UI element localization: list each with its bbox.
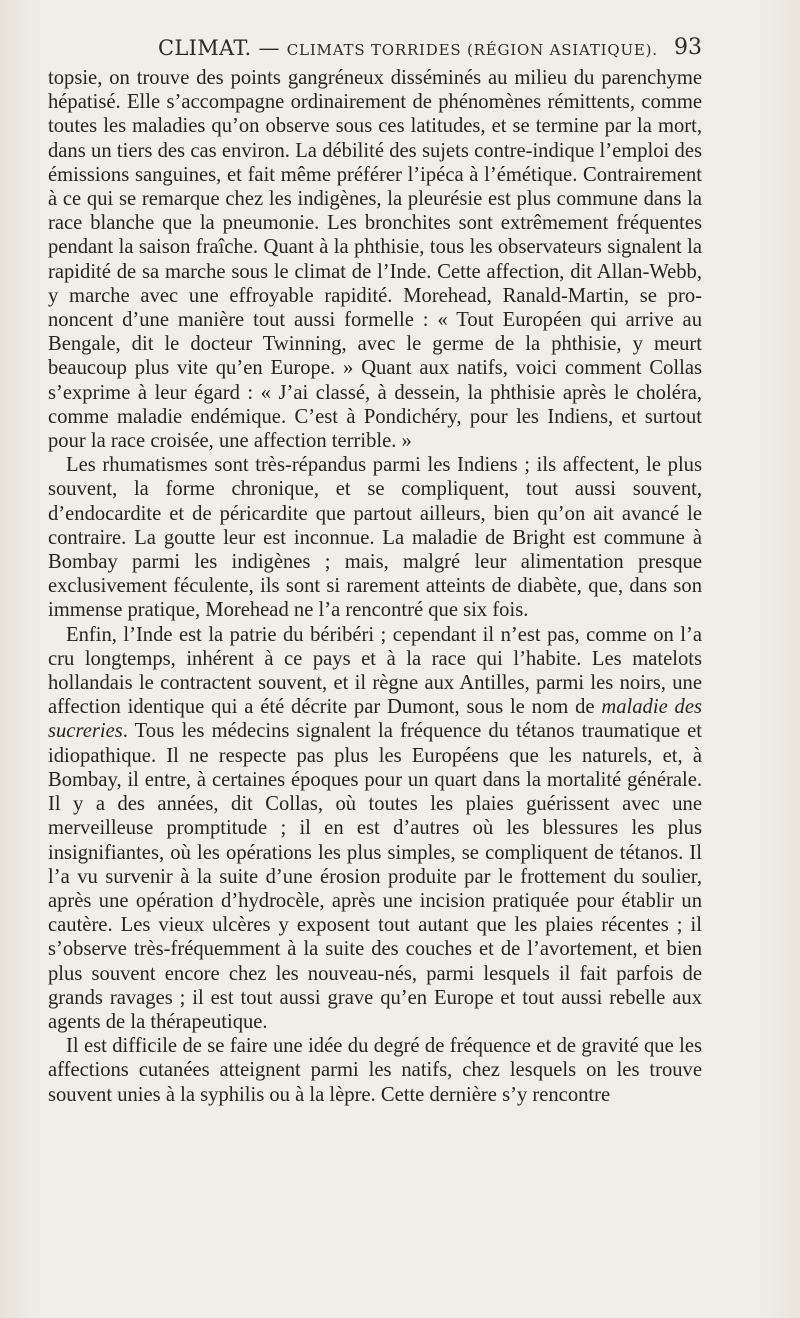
paragraph-3-part-2: . Tous les médecins signalent la fréquence du tétanos traumatique et idiopathique. Il ne respecte pas plus les Européens que les naturels, et, à Bombay, il entre, à certaines époques pour un quart dans la mortalité générale. Il y a des années, dit Collas, où toutes les plaies guérissent avec une merveilleuse promptitude ; il en est d’autres où les blessures les plus insignifiantes, où les opérations les plus simples, se compliquent de tétanos. Il l’a vu survenir à la suite d’une érosion produite par le frottement du soulier, après une opération d’hydrocèle, après une incision pratiquée pour établir un cautère. Les vieux ulcères y exposent tout autant que les plaies récentes ; il s’observe très-fréquemment à la suite des couches et de l’avortement, et bien plus souvent encore chez les nouveau-nés, parmi lesquels il fait parfois de grands ravages ; il est tout aussi grave qu’en Europe et tout aussi rebelle aux agents de la thérapeutique. (48, 720, 702, 1033)
paragraph-3-part-1: Enfin, l’Inde est la patrie du béribéri ; cependant il n’est pas, comme on l’a cru longtemps, inhérent à ce pays et à la race qui l’habite. Les matelots hollandais le contractent souvent, et il règne aux Antilles, parmi les noirs, une affection identique qui a été décrite par Dumont, sous le nom de (48, 623, 702, 719)
running-title (158, 34, 658, 64)
running-title-smallcaps: CLIMATS TORRIDES (RÉGION ASIATIQUE). (286, 41, 658, 59)
paragraph-2: Les rhumatismes sont très-répandus parmi les Indiens ; ils affectent, le plus souvent, la forme chronique, et se compliquent, tout aussi souvent, d’endocardite et de péricardite que partout ailleurs, bien qu’on ait avancé le contraire. La goutte leur est inconnue. La maladie de Bright est commune à Bombay parmi les indigènes ; mais, malgré leur alimentation presque exclusivement féculente, ils sont si rarement atteints de diabète, que, dans son immense pratique, Morehead ne l’a rencontré que six fois. (48, 454, 702, 622)
paragraph-3-italic-term: maladie des sucreries (48, 696, 702, 743)
running-head (48, 34, 702, 62)
paragraph-1: topsie, on trouve des points gangréneux disséminés au milieu du parenchyme hépatisé. Elle s’accompagne ordinairement de phénomènes rémittents, comme toutes les maladies qu’on observe sous ces latitudes, et se termine par la mort, dans un tiers des cas environ. La débilité des sujets contre-indique l’emploi des émissions sanguines, et fait même préférer l’ipéca à l’émétique. Contrairement à ce qui se remarque chez les indigènes, la pleurésie est plus commune dans la race blanche que la pneumonie. Les bronchites sont extrêmement fréquentes pendant la saison fraîche. Quant à la phthisie, tous les observateurs signalent la rapidité de sa marche sous le climat de l’Inde. Cette affection, dit Allan-Webb, y marche avec une effroyable rapidité. Morehead, Ranald-Martin, se prononcent d’une manière tout aussi formelle : « Tout Européen qui arrive au Bengale, dit le docteur Twinning, avec le germe de la phthisie, y meurt beaucoup plus vite qu’en Europe. » Quant aux natifs, voici comment Collas s’exprime à leur égard : « J’ai classé, à dessein, la phthisie après le choléra, comme maladie endémique. C’est à Pondichéry, pour les Indiens, et surtout pour la race croisée, une affection terrible. » (48, 67, 702, 453)
paragraph-4: Il est difficile de se faire une idée du degré de fréquence et de gravité que les affections cutanées atteignent parmi les natifs, chez lesquels on les trouve souvent unies à la syphilis ou à la lèpre. Cette dernière s’y rencontre (48, 1035, 702, 1106)
paragraph-3 (48, 623, 702, 1034)
page-number: 93 (674, 35, 702, 60)
body-text (48, 66, 702, 1107)
running-title-main: CLIMAT. — (158, 36, 287, 60)
